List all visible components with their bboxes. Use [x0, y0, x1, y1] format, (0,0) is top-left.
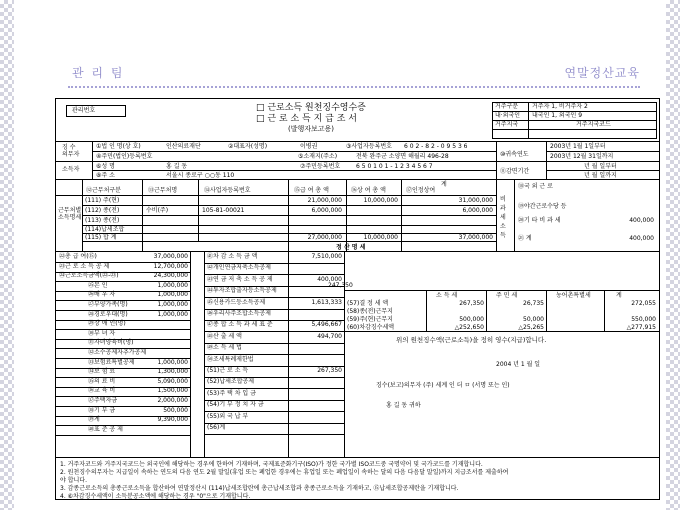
header-divider: [68, 86, 640, 88]
earner-name-label: ⑥성 명: [96, 163, 115, 170]
calc-mid-label: (54)기 부 정 치 자 금: [207, 401, 264, 409]
work-row-total: 37,000,000: [458, 234, 493, 241]
tax-row-ju: △25,265: [518, 324, 544, 331]
reduce-label: ⑪감면기간: [500, 168, 530, 175]
calc-left-value: 12,700,000: [153, 262, 188, 270]
country-code-label: 거주지국코드: [576, 121, 611, 128]
tax-head-col: 주 민 세: [496, 292, 518, 299]
work-row-total: 31,000,000: [458, 197, 493, 204]
bizno-label: ③사업자등록번호: [346, 143, 392, 150]
addr-value: 전북 완주군 소양면 해월리 496-28: [356, 153, 449, 160]
mgmt-no-label: 관리번호: [72, 107, 96, 114]
calc-left-label: ㉕본 인: [88, 281, 108, 289]
tax-receipt-form: [55, 98, 660, 500]
work-row-label: (113) 종(전): [85, 217, 120, 224]
form-title-1: □ 근로소득 원천징수영수증: [256, 103, 366, 113]
tax-row-sum: 550,000: [631, 316, 656, 323]
calc-left-value: 2,000,000: [157, 397, 188, 404]
date-text: 2004 년 1 월 일: [496, 361, 541, 368]
calc-left-divider: [56, 435, 190, 436]
calc-left-label: ㉝보험료특별공제: [88, 358, 135, 366]
nontax-label: ㉑ 계: [518, 235, 532, 242]
calc-left-value: 500,000: [163, 406, 188, 414]
country-label: 거주지국: [495, 121, 519, 128]
team-label: 관 리 팀: [72, 66, 125, 80]
tax-head-col: 소 득 세: [436, 292, 458, 299]
tax-row-ju: 26,735: [523, 300, 544, 307]
earner-addr-label: ⑧주 소: [96, 172, 115, 179]
calc-left-label: ㉖배 우 자: [88, 291, 116, 299]
form-title-2: □ 근 로 소 득 지 급 조 서: [256, 114, 357, 124]
calc-mid-value: 5,496,667: [311, 321, 342, 329]
calc-mid-label: ㊼종 합 소 득 과 세 표 준: [207, 321, 273, 329]
earner-addr-value: 서울시 종로구 ○○동 110: [166, 172, 235, 179]
tax-row-label: (57)결 정 세 액: [347, 300, 389, 307]
work-row-label: (114)납세조합: [85, 226, 125, 233]
form-title-3: (발행자보고용): [288, 125, 335, 133]
calc-mid-value: 1,613,333: [311, 298, 342, 306]
calc-left-value: 1,000,000: [157, 281, 188, 289]
tax-row-label: (59)주(현)근무지: [347, 316, 393, 323]
receipt-text: 위의 원천징수액(근로소득)을 정히 영수(지급)합니다.: [396, 336, 547, 344]
calc-mid-value: 400,000: [317, 275, 342, 283]
calc-left-label: ㉟의 료 비: [88, 377, 116, 385]
tax-row-label: (58)종(전)근무지: [347, 308, 393, 315]
nontax-value: 400,000: [629, 217, 654, 224]
calc-mid-label: ㊻우리사주조합소득공제: [207, 310, 271, 317]
calc-left-label: ㉘경로우대(명): [88, 310, 128, 318]
calc-left-divider: [56, 425, 190, 426]
calc-mid-label: (55)외 국 납 부: [207, 412, 249, 420]
calc-left-label: ㊲주택자금: [88, 397, 118, 404]
col-work: ⑫근무처구분: [86, 187, 121, 194]
tax-head-col: 계: [616, 292, 622, 299]
work-row-bonus: 10,000,000: [363, 234, 398, 241]
nontax-label: ⑳기 타 비 과 세: [518, 217, 561, 224]
calc-mid-value: 267,350: [317, 367, 342, 374]
year-from: 2003년 1월 1일부터: [550, 143, 606, 150]
calc-mid-label: ㊷개인연금저축소득공제: [207, 264, 271, 272]
slide-header: [0, 0, 680, 100]
calc-left-label: ㉜소수공제자추가공제: [88, 349, 147, 356]
tax-row-so: 500,000: [459, 316, 484, 323]
note-line: 1. 거주자코드와 거주지국코드는 외국인에 해당하는 경우에 한하여 기재하며, 국제표준화기구(ISO)가 정한 국가별 ISO코드중 국명약어 및 국가코드를 기재합니다.: [60, 461, 483, 468]
calc-mid-label: (52)납세조합공제: [207, 378, 255, 386]
residency-value: 거주자 1, 비거주자 2: [532, 103, 588, 110]
bizno-value: 6 0 2 - 8 2 - 0 9 5 3 6: [404, 143, 468, 150]
calc-left-value: 1,000,000: [157, 310, 188, 318]
calc-mid-label: ㊽산 출 세 액: [207, 332, 242, 340]
note-line: 2. 원천징수의무자는 지급일이 속하는 연도의 다음 연도 2월 말일(휴업 또는 폐업한 경우에는 휴업일 또는 폐업일이 속하는 달의 다음 다음달 말일)까지 지급조서를 제출하여: [60, 469, 509, 476]
tax-row-so: 267,350: [459, 300, 484, 307]
calc-left-label: ㉙장 애 인(명): [88, 320, 126, 328]
work-row-total: 6,000,000: [462, 207, 493, 214]
tax-row-ju: 50,000: [523, 316, 544, 323]
work-row-salary: 6,000,000: [311, 207, 342, 214]
col-bonus: ⑯상 여 총 액: [351, 187, 386, 194]
tax-row-label: (60)차감징수세액: [347, 324, 395, 331]
calc-left-value: 1,000,000: [157, 358, 188, 366]
calc-mid-label: (56)계: [207, 424, 226, 431]
calc-title: 정 산 명 세: [336, 244, 366, 251]
to-text: 홍 길 동 귀하: [386, 402, 421, 409]
calc-mid-label: (51)근 로 소 득: [207, 367, 249, 374]
withholder-side: 징 수 의무자: [62, 144, 80, 158]
nontax-label: ⑲야간근로수당 등: [518, 203, 567, 210]
calc-left-label: ㊴계: [88, 416, 100, 424]
calc-mid-label: ㊹투자조합출자등소득공제: [207, 287, 277, 295]
work-row-label: (112) 종(전): [85, 207, 120, 214]
calc-mid-divider: [204, 434, 344, 435]
calc-left-label: ㉚부 녀 자: [88, 329, 116, 337]
work-row-name: 수비(주): [146, 207, 169, 214]
calc-mid-value: 7,510,000: [311, 253, 342, 260]
calc-left-divider: [56, 329, 190, 330]
nontax-value: 400,000: [629, 235, 654, 242]
reduce-from: 년 월 일부터: [584, 163, 617, 170]
calc-left-value: 1,500,000: [157, 387, 188, 395]
note-line: 4. ⑥차감징수세액이 소득분공소액에 해당하는 경우 "0"으로 기재합니다.: [60, 493, 251, 500]
col-total: 계: [441, 181, 447, 188]
nontax-title: 비 과 세 소 득: [500, 196, 506, 239]
calc-left-value: 24,300,000: [153, 272, 188, 280]
rep-value: 이병권: [300, 143, 318, 150]
calc-left-value: 1,300,000: [157, 368, 188, 376]
calc-left-label: ㉞보 험 료: [88, 368, 116, 376]
calc-mid-value: 494,700: [317, 332, 342, 340]
year-to: 2003년 12월 31일까지: [550, 153, 614, 160]
payer-text: 징수(보고)의무자 (주) 세계 인 더 ㅁ (서명 또는 인): [376, 382, 510, 389]
foreign-value: 내국인 1, 외국인 9: [532, 112, 583, 119]
tax-head-col: 농어촌특별세: [556, 292, 591, 299]
calc-left-value: 37,000,000: [153, 253, 188, 260]
calc-mid-label: ㊸연 금 저 축 소 득 공 제: [207, 275, 273, 283]
work-row-salary: 21,000,000: [307, 197, 342, 204]
calc-mid-label: ㊿조세특례제한법: [207, 355, 254, 363]
col-ded-bonus: ⑰인정상여: [406, 187, 436, 194]
earner-id-label: ⑦주민등록번호: [300, 163, 341, 170]
calc-left-value: 1,000,000: [157, 301, 188, 308]
calc-left-label: ㊵표 준 공 제: [88, 425, 123, 433]
reduce-to: 년 월 일까지: [584, 172, 617, 179]
addr-label: ⑤소재지(주소): [298, 153, 338, 160]
calc-mid-label: ㊶차 감 소 득 금 액: [207, 253, 258, 260]
nontax-label: ⑱국 외 근 로: [518, 183, 553, 190]
tax-row-sum: △277,915: [626, 324, 656, 331]
withholder-name-label: ①법 인 명(상 호): [96, 143, 141, 150]
calc-left-label: ㊱교 육 비: [88, 387, 116, 395]
calc-mid-label: ㊺신용카드등소득공제: [207, 298, 266, 306]
calc-left-label: ㉒총 급 여(⑮): [59, 253, 97, 260]
work-row-salary: 27,000,000: [307, 234, 342, 241]
col-salary: ⑮급 여 총 액: [294, 187, 329, 194]
tax-row-sum: 272,055: [631, 300, 656, 307]
note-line: 3. 감종근로소득의 총종근로소득을 합산하여 연말정산시 (114)납세조합란에 총근납세조합과 총종근로소득을 기재하고, ⑮납세조합공제란을 기재합니다.: [60, 485, 459, 492]
tax-row-so: △252,650: [454, 324, 484, 331]
col-workbiz: ⑭사업자등록번호: [204, 187, 251, 194]
note-line: 야 합니다.: [60, 477, 87, 484]
work-row-label: (111) 주(현): [85, 197, 120, 204]
calc-left-value: 5,090,000: [157, 377, 188, 385]
calc-left-label: ㉓근 로 소 득 공 제: [59, 262, 110, 270]
calc-left-value: 9,390,000: [157, 416, 188, 424]
earner-name-value: 홍 길 동: [166, 163, 188, 170]
calc-left-label: ㊳기 부 금: [88, 406, 116, 414]
work-row-label: (115) 합 계: [85, 234, 117, 241]
calc-left-label: ㉔근로소득금액(㉒-㉓): [59, 272, 119, 280]
calc-left-value: 1,000,000: [157, 291, 188, 299]
year-label: ⑩귀속연도: [500, 151, 529, 158]
withholder-name-value: 인산의료재단: [166, 143, 201, 150]
calc-mid-label: (53)주 택 차 입 금: [207, 389, 256, 397]
calc-left-label: ㉛자녀양육비(명): [88, 339, 134, 347]
course-label: 연말정산교육: [564, 66, 640, 80]
col-workname: ⑬근무처명: [148, 187, 178, 194]
rep-label: ②대표자(성명): [228, 143, 268, 150]
extra-247: 247,350: [328, 282, 353, 289]
foreign-label: 내·외국인: [495, 112, 521, 119]
work-row-bonus: 10,000,000: [363, 197, 398, 204]
work-heading: 근무처별 소득명세: [58, 207, 82, 221]
calc-left-label: ㉗부양가족(명): [88, 301, 128, 308]
corpno-label: ④주민(법인)등록번호: [96, 153, 153, 160]
work-row-biz: 105-81-00021: [202, 207, 245, 214]
earner-id-value: 6 5 0 1 0 1 - 1 2 3 4 5 6 7: [356, 163, 433, 170]
residency-label: 거주구분: [495, 103, 519, 110]
calc-mid-label: ㊾소 득 세 법: [207, 344, 242, 352]
earner-side: 소득자: [62, 166, 80, 173]
